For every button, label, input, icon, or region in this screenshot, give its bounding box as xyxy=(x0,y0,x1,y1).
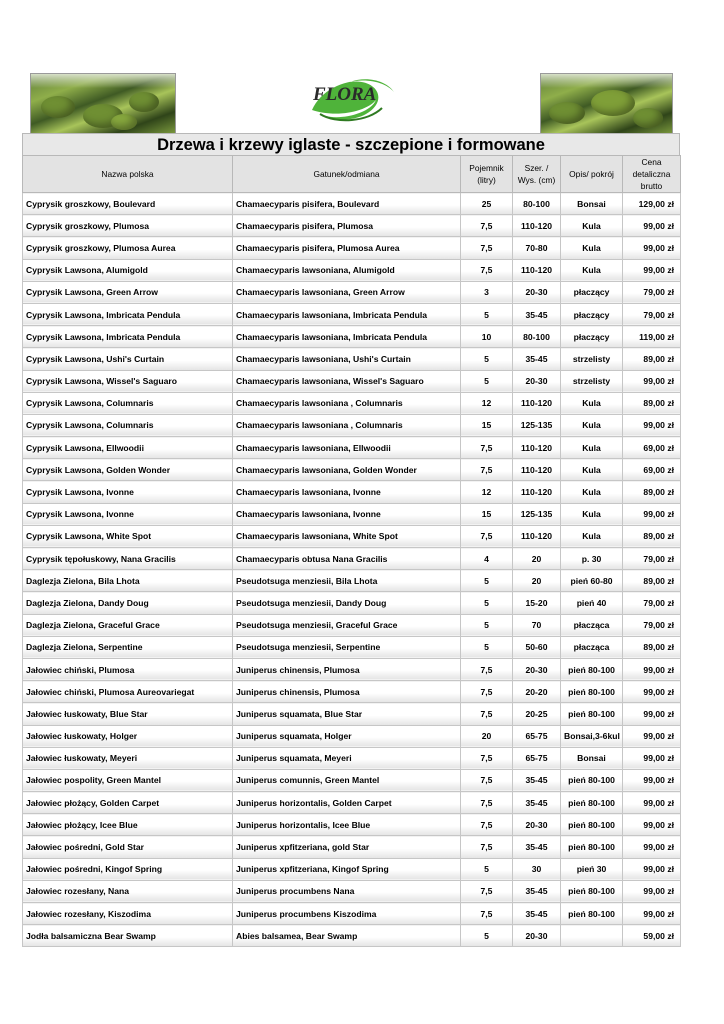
col-header-size: Szer. / Wys. (cm) xyxy=(513,156,561,193)
cell-desc: pień 80-100 xyxy=(561,814,623,836)
cell-name: Cyprysik Lawsona, Columnaris xyxy=(23,414,233,436)
table-row xyxy=(23,725,681,747)
cell-container: 5 xyxy=(461,858,513,880)
cell-price: 99,00 zł xyxy=(623,880,681,902)
cell-desc: pień 80-100 xyxy=(561,903,623,925)
cell-container: 25 xyxy=(461,193,513,215)
cell-price: 99,00 zł xyxy=(623,792,681,814)
cell-name: Cyprysik Lawsona, White Spot xyxy=(23,525,233,547)
cell-container: 7,5 xyxy=(461,792,513,814)
table-row xyxy=(23,281,681,303)
table-row xyxy=(23,392,681,414)
cell-container: 5 xyxy=(461,570,513,592)
table-row xyxy=(23,925,681,947)
table-row xyxy=(23,437,681,459)
table-header-row xyxy=(23,156,681,193)
table-row xyxy=(23,903,681,925)
cell-size: 30 xyxy=(513,858,561,880)
cell-desc: Bonsai,3-6kul xyxy=(561,725,623,747)
table-row xyxy=(23,459,681,481)
cell-name: Cyprysik Lawsona, Alumigold xyxy=(23,259,233,281)
cell-name: Cyprysik groszkowy, Plumosa xyxy=(23,215,233,237)
cell-desc: pień 40 xyxy=(561,592,623,614)
cell-species: Chamaecyparis lawsoniana, Golden Wonder xyxy=(233,459,461,481)
cell-species: Juniperus squamata, Meyeri xyxy=(233,747,461,769)
table-row xyxy=(23,237,681,259)
table-row xyxy=(23,681,681,703)
cell-species: Juniperus squamata, Holger xyxy=(233,725,461,747)
table-row xyxy=(23,481,681,503)
cell-container: 5 xyxy=(461,614,513,636)
cell-desc: Kula xyxy=(561,459,623,481)
cell-name: Cyprysik Lawsona, Ivonne xyxy=(23,481,233,503)
cell-name: Jałowiec chiński, Plumosa Aureovariegat xyxy=(23,681,233,703)
cell-species: Chamaecyparis lawsoniana, Ivonne xyxy=(233,503,461,525)
cell-name: Jałowiec rozesłany, Kiszodima xyxy=(23,903,233,925)
cell-species: Chamaecyparis pisifera, Plumosa xyxy=(233,215,461,237)
cell-size: 110-120 xyxy=(513,525,561,547)
table-row xyxy=(23,570,681,592)
cell-container: 5 xyxy=(461,303,513,325)
table-row xyxy=(23,658,681,680)
table-row xyxy=(23,525,681,547)
cell-species: Juniperus xpfitzeriana, gold Star xyxy=(233,836,461,858)
table-row xyxy=(23,592,681,614)
cell-size: 125-135 xyxy=(513,503,561,525)
cell-species: Chamaecyparis lawsoniana, Wissel's Saguaro xyxy=(233,370,461,392)
cell-desc: Kula xyxy=(561,481,623,503)
cell-price: 99,00 zł xyxy=(623,769,681,791)
cell-desc: Bonsai xyxy=(561,747,623,769)
cell-size: 110-120 xyxy=(513,259,561,281)
cell-container: 7,5 xyxy=(461,703,513,725)
cell-container: 5 xyxy=(461,636,513,658)
cell-name: Jałowiec łuskowaty, Meyeri xyxy=(23,747,233,769)
cell-desc: pień 80-100 xyxy=(561,681,623,703)
table-body xyxy=(23,193,681,947)
page-title: Drzewa i krzewy iglaste - szczepione i formowane xyxy=(22,133,680,155)
header-photo-left xyxy=(30,73,176,135)
cell-name: Jałowiec płożący, Icee Blue xyxy=(23,814,233,836)
cell-desc: pień 80-100 xyxy=(561,792,623,814)
cell-name: Cyprysik Lawsona, Ivonne xyxy=(23,503,233,525)
cell-species: Pseudotsuga menziesii, Dandy Doug xyxy=(233,592,461,614)
cell-size: 110-120 xyxy=(513,481,561,503)
cell-container: 3 xyxy=(461,281,513,303)
cell-container: 5 xyxy=(461,592,513,614)
table-row xyxy=(23,614,681,636)
cell-species: Juniperus comunnis, Green Mantel xyxy=(233,769,461,791)
cell-species: Chamaecyparis lawsoniana, Ushi's Curtain xyxy=(233,348,461,370)
col-header-desc: Opis/ pokrój xyxy=(561,156,623,193)
cell-container: 7,5 xyxy=(461,903,513,925)
table-row xyxy=(23,858,681,880)
cell-container: 4 xyxy=(461,548,513,570)
cell-price: 79,00 zł xyxy=(623,303,681,325)
cell-size: 20-30 xyxy=(513,370,561,392)
cell-container: 7,5 xyxy=(461,880,513,902)
cell-price: 79,00 zł xyxy=(623,614,681,636)
table-row xyxy=(23,880,681,902)
cell-price: 99,00 zł xyxy=(623,703,681,725)
cell-desc: pień 80-100 xyxy=(561,769,623,791)
cell-desc: Kula xyxy=(561,215,623,237)
cell-price: 89,00 zł xyxy=(623,481,681,503)
cell-price: 99,00 zł xyxy=(623,836,681,858)
cell-container: 20 xyxy=(461,725,513,747)
cell-container: 15 xyxy=(461,414,513,436)
cell-species: Juniperus chinensis, Plumosa xyxy=(233,681,461,703)
cell-name: Jałowiec chiński, Plumosa xyxy=(23,658,233,680)
cell-name: Daglezja Zielona, Serpentine xyxy=(23,636,233,658)
cell-desc: Kula xyxy=(561,237,623,259)
cell-species: Chamaecyparis lawsoniana, Imbricata Pendula xyxy=(233,303,461,325)
cell-price: 99,00 zł xyxy=(623,215,681,237)
cell-size: 110-120 xyxy=(513,215,561,237)
cell-name: Jodła balsamiczna Bear Swamp xyxy=(23,925,233,947)
cell-name: Cyprysik groszkowy, Plumosa Aurea xyxy=(23,237,233,259)
cell-price: 99,00 zł xyxy=(623,858,681,880)
cell-price: 89,00 zł xyxy=(623,570,681,592)
cell-price: 79,00 zł xyxy=(623,548,681,570)
cell-container: 5 xyxy=(461,348,513,370)
flora-logo xyxy=(306,70,398,126)
cell-desc: Kula xyxy=(561,525,623,547)
logo-text: FLORA xyxy=(313,84,377,105)
cell-species: Juniperus chinensis, Plumosa xyxy=(233,658,461,680)
cell-size: 20-25 xyxy=(513,703,561,725)
cell-size: 15-20 xyxy=(513,592,561,614)
cell-desc: płaczący xyxy=(561,281,623,303)
table-row xyxy=(23,215,681,237)
cell-species: Juniperus squamata, Blue Star xyxy=(233,703,461,725)
cell-species: Chamaecyparis lawsoniana, Imbricata Pendula xyxy=(233,326,461,348)
cell-size: 35-45 xyxy=(513,348,561,370)
cell-price: 99,00 zł xyxy=(623,747,681,769)
cell-species: Pseudotsuga menziesii, Serpentine xyxy=(233,636,461,658)
cell-name: Jałowiec płożący, Golden Carpet xyxy=(23,792,233,814)
cell-species: Juniperus procumbens Kiszodima xyxy=(233,903,461,925)
cell-container: 7,5 xyxy=(461,259,513,281)
cell-species: Chamaecyparis pisifera, Plumosa Aurea xyxy=(233,237,461,259)
cell-name: Jałowiec pośredni, Gold Star xyxy=(23,836,233,858)
col-header-species: Gatunek/odmiana xyxy=(233,156,461,193)
cell-container: 5 xyxy=(461,925,513,947)
table-row xyxy=(23,193,681,215)
cell-price: 69,00 zł xyxy=(623,459,681,481)
cell-desc: Bonsai xyxy=(561,193,623,215)
cell-name: Cyprysik Lawsona, Columnaris xyxy=(23,392,233,414)
cell-price: 79,00 zł xyxy=(623,592,681,614)
cell-desc: Kula xyxy=(561,414,623,436)
cell-name: Cyprysik Lawsona, Golden Wonder xyxy=(23,459,233,481)
cell-price: 89,00 zł xyxy=(623,636,681,658)
cell-price: 99,00 zł xyxy=(623,370,681,392)
cell-size: 20 xyxy=(513,548,561,570)
cell-size: 20 xyxy=(513,570,561,592)
cell-desc: pień 80-100 xyxy=(561,836,623,858)
cell-name: Cyprysik Lawsona, Wissel's Saguaro xyxy=(23,370,233,392)
cell-container: 12 xyxy=(461,392,513,414)
cell-species: Chamaecyparis lawsoniana , Columnaris xyxy=(233,414,461,436)
cell-price: 129,00 zł xyxy=(623,193,681,215)
cell-container: 15 xyxy=(461,503,513,525)
cell-size: 35-45 xyxy=(513,880,561,902)
cell-price: 89,00 zł xyxy=(623,392,681,414)
cell-name: Jałowiec łuskowaty, Holger xyxy=(23,725,233,747)
cell-container: 10 xyxy=(461,326,513,348)
cell-container: 7,5 xyxy=(461,814,513,836)
cell-desc: pień 80-100 xyxy=(561,658,623,680)
cell-container: 5 xyxy=(461,370,513,392)
table-row xyxy=(23,769,681,791)
cell-container: 12 xyxy=(461,481,513,503)
cell-container: 7,5 xyxy=(461,437,513,459)
cell-species: Juniperus procumbens Nana xyxy=(233,880,461,902)
col-header-price: Cena detaliczna brutto xyxy=(623,156,681,193)
col-header-container: Pojemnik (litry) xyxy=(461,156,513,193)
cell-name: Cyprysik Lawsona, Imbricata Pendula xyxy=(23,303,233,325)
cell-species: Chamaecyparis lawsoniana, Alumigold xyxy=(233,259,461,281)
cell-desc: pień 80-100 xyxy=(561,703,623,725)
cell-species: Chamaecyparis lawsoniana, Ellwoodii xyxy=(233,437,461,459)
cell-container: 7,5 xyxy=(461,215,513,237)
cell-species: Chamaecyparis lawsoniana, Green Arrow xyxy=(233,281,461,303)
cell-price: 99,00 zł xyxy=(623,725,681,747)
cell-price: 99,00 zł xyxy=(623,658,681,680)
table-row xyxy=(23,548,681,570)
price-table xyxy=(22,155,681,947)
cell-name: Daglezja Zielona, Bila Lhota xyxy=(23,570,233,592)
table-row xyxy=(23,303,681,325)
table-row xyxy=(23,792,681,814)
cell-species: Chamaecyparis lawsoniana, White Spot xyxy=(233,525,461,547)
cell-container: 7,5 xyxy=(461,747,513,769)
cell-size: 80-100 xyxy=(513,193,561,215)
cell-name: Cyprysik Lawsona, Ushi's Curtain xyxy=(23,348,233,370)
table-row xyxy=(23,636,681,658)
cell-size: 35-45 xyxy=(513,769,561,791)
cell-price: 79,00 zł xyxy=(623,281,681,303)
cell-size: 20-30 xyxy=(513,814,561,836)
cell-desc: płacząca xyxy=(561,636,623,658)
table-row xyxy=(23,414,681,436)
cell-container: 7,5 xyxy=(461,836,513,858)
cell-species: Chamaecyparis pisifera, Boulevard xyxy=(233,193,461,215)
cell-container: 7,5 xyxy=(461,769,513,791)
cell-desc: Kula xyxy=(561,503,623,525)
table-row xyxy=(23,703,681,725)
cell-size: 80-100 xyxy=(513,326,561,348)
price-list xyxy=(22,133,680,947)
cell-desc: strzelisty xyxy=(561,348,623,370)
cell-species: Chamaecyparis lawsoniana , Columnaris xyxy=(233,392,461,414)
cell-size: 125-135 xyxy=(513,414,561,436)
cell-size: 110-120 xyxy=(513,437,561,459)
table-row xyxy=(23,326,681,348)
table-row xyxy=(23,259,681,281)
cell-container: 7,5 xyxy=(461,459,513,481)
table-row xyxy=(23,747,681,769)
cell-price: 59,00 zł xyxy=(623,925,681,947)
cell-species: Juniperus xpfitzeriana, Kingof Spring xyxy=(233,858,461,880)
cell-species: Chamaecyparis obtusa Nana Gracilis xyxy=(233,548,461,570)
cell-size: 110-120 xyxy=(513,392,561,414)
table-row xyxy=(23,370,681,392)
table-row xyxy=(23,503,681,525)
cell-desc: Kula xyxy=(561,392,623,414)
cell-size: 35-45 xyxy=(513,903,561,925)
cell-species: Juniperus horizontalis, Icee Blue xyxy=(233,814,461,836)
cell-size: 70 xyxy=(513,614,561,636)
cell-desc: płacząca xyxy=(561,614,623,636)
cell-price: 99,00 zł xyxy=(623,681,681,703)
col-header-name: Nazwa polska xyxy=(23,156,233,193)
cell-species: Abies balsamea, Bear Swamp xyxy=(233,925,461,947)
cell-species: Juniperus horizontalis, Golden Carpet xyxy=(233,792,461,814)
cell-name: Cyprysik Lawsona, Green Arrow xyxy=(23,281,233,303)
cell-desc xyxy=(561,925,623,947)
cell-desc: strzelisty xyxy=(561,370,623,392)
cell-size: 65-75 xyxy=(513,725,561,747)
cell-name: Jałowiec rozesłany, Nana xyxy=(23,880,233,902)
cell-species: Pseudotsuga menziesii, Graceful Grace xyxy=(233,614,461,636)
table-row xyxy=(23,814,681,836)
cell-size: 70-80 xyxy=(513,237,561,259)
cell-container: 7,5 xyxy=(461,681,513,703)
cell-desc: Kula xyxy=(561,259,623,281)
cell-name: Jałowiec łuskowaty, Blue Star xyxy=(23,703,233,725)
cell-size: 35-45 xyxy=(513,836,561,858)
cell-price: 89,00 zł xyxy=(623,525,681,547)
cell-size: 20-20 xyxy=(513,681,561,703)
cell-name: Cyprysik groszkowy, Boulevard xyxy=(23,193,233,215)
cell-name: Daglezja Zielona, Graceful Grace xyxy=(23,614,233,636)
cell-price: 99,00 zł xyxy=(623,259,681,281)
cell-size: 20-30 xyxy=(513,658,561,680)
cell-desc: pień 30 xyxy=(561,858,623,880)
cell-size: 35-45 xyxy=(513,303,561,325)
cell-size: 50-60 xyxy=(513,636,561,658)
cell-price: 89,00 zł xyxy=(623,348,681,370)
cell-name: Cyprysik Lawsona, Imbricata Pendula xyxy=(23,326,233,348)
cell-price: 99,00 zł xyxy=(623,503,681,525)
cell-species: Pseudotsuga menziesii, Bila Lhota xyxy=(233,570,461,592)
cell-size: 20-30 xyxy=(513,925,561,947)
cell-name: Jałowiec pośredni, Kingof Spring xyxy=(23,858,233,880)
cell-name: Cyprysik tępołuskowy, Nana Gracilis xyxy=(23,548,233,570)
cell-price: 119,00 zł xyxy=(623,326,681,348)
cell-size: 20-30 xyxy=(513,281,561,303)
cell-container: 7,5 xyxy=(461,237,513,259)
cell-desc: pień 60-80 xyxy=(561,570,623,592)
cell-desc: płaczący xyxy=(561,326,623,348)
cell-size: 35-45 xyxy=(513,792,561,814)
cell-price: 99,00 zł xyxy=(623,237,681,259)
cell-desc: Kula xyxy=(561,437,623,459)
cell-name: Daglezja Zielona, Dandy Doug xyxy=(23,592,233,614)
cell-container: 7,5 xyxy=(461,658,513,680)
table-row xyxy=(23,348,681,370)
cell-desc: pień 80-100 xyxy=(561,880,623,902)
cell-desc: p. 30 xyxy=(561,548,623,570)
cell-species: Chamaecyparis lawsoniana, Ivonne xyxy=(233,481,461,503)
cell-size: 65-75 xyxy=(513,747,561,769)
cell-name: Jałowiec pospolity, Green Mantel xyxy=(23,769,233,791)
table-row xyxy=(23,836,681,858)
cell-price: 69,00 zł xyxy=(623,437,681,459)
cell-size: 110-120 xyxy=(513,459,561,481)
cell-desc: płaczący xyxy=(561,303,623,325)
cell-container: 7,5 xyxy=(461,525,513,547)
cell-price: 99,00 zł xyxy=(623,903,681,925)
cell-name: Cyprysik Lawsona, Ellwoodii xyxy=(23,437,233,459)
cell-price: 99,00 zł xyxy=(623,414,681,436)
header-photo-right xyxy=(540,73,673,135)
cell-price: 99,00 zł xyxy=(623,814,681,836)
